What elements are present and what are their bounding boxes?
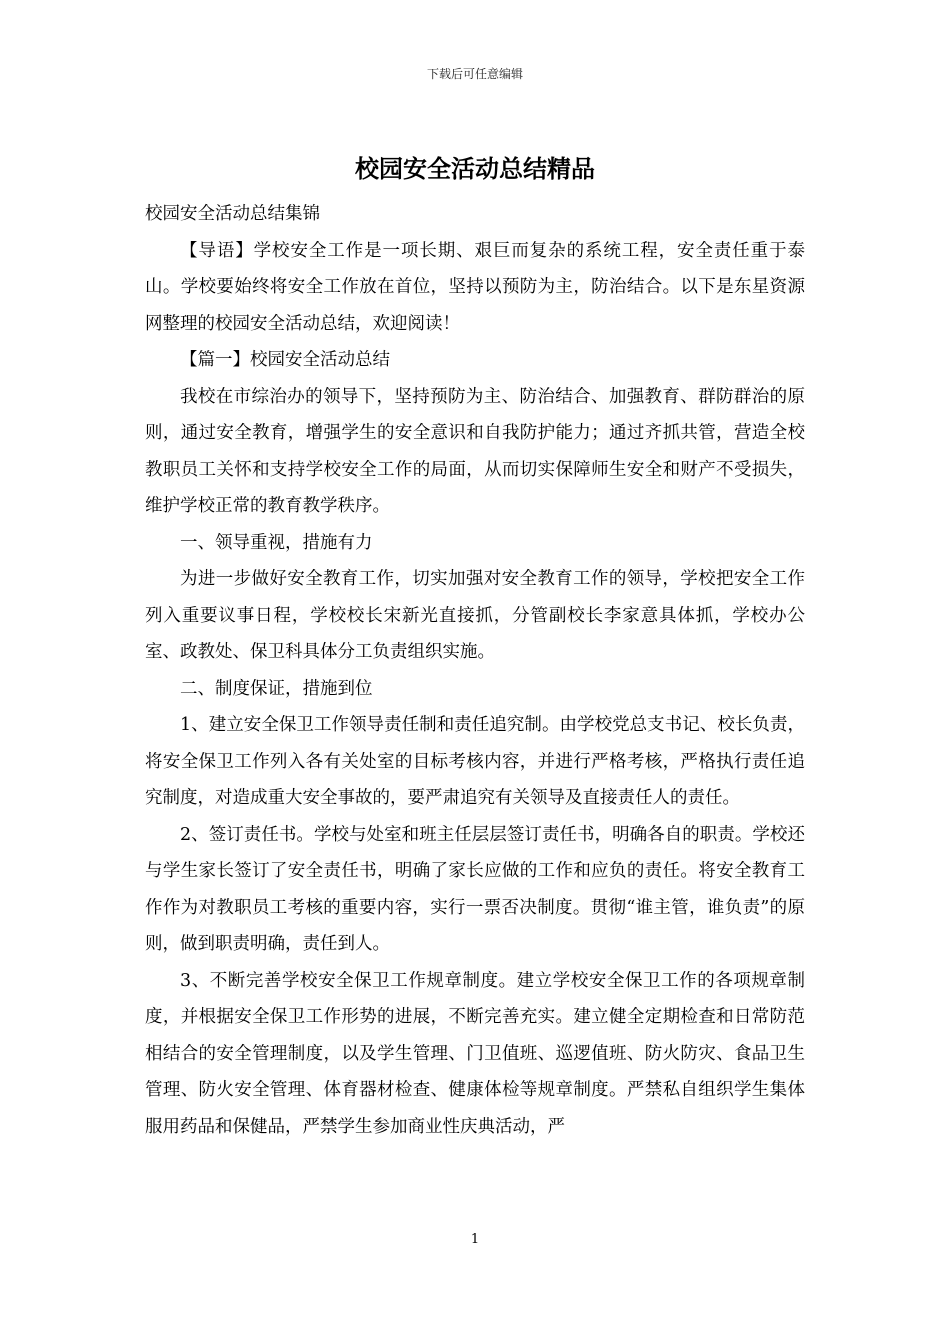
document-body [145, 196, 805, 1145]
section-heading-system: 二、制度保证，措施到位 [180, 678, 373, 699]
paragraph-overview: 我校在市综治办的领导下，坚持预防为主、防治结合、加强教育、群防群治的原则，通过安全教育，增强学生的安全意识和自我防护能力；通过齐抓共管，营造全校教职员工关怀和支持学校安全工作的局面，从而切实保障师生安全和财产不受损失，维护学校正常的教育教学秩序。 [145, 386, 805, 516]
page-title: 校园安全活动总结精品 [355, 154, 595, 183]
section-heading-part-one: 【篇一】校园安全活动总结 [180, 350, 390, 370]
page-number: 1 [470, 1232, 480, 1247]
paragraph-intro: 【导语】学校安全工作是一项长期、艰巨而复杂的系统工程，安全责任重于泰山。学校要始终将安全工作放在首位，坚持以预防为主，防治结合。以下是东星资源网整理的校园安全活动总结，欢迎阅读！ [145, 240, 805, 334]
header-note: 下载后可任意编辑 [426, 67, 523, 81]
paragraph-item-2: 2、签订责任书。学校与处室和班主任层层签订责任书，明确各自的职责。学校还与学生家长签订了安全责任书，明确了家长应做的工作和应负的责任。将安全教育工作作为对教职员工考核的重要内容，实行一票否决制度。贯彻“谁主管，谁负责”的原则，做到职责明确，责任到人。 [145, 824, 805, 954]
section-heading-leadership: 一、领导重视，措施有力 [180, 532, 373, 553]
paragraph-item-1: 1、建立安全保卫工作领导责任制和责任追究制。由学校党总支书记、校长负责，将安全保卫工作列入各有关处室的目标考核内容，并进行严格考核，严格执行责任追究制度，对造成重大安全事故的，要严肃追究有关领导及直接责任人的责任。 [145, 715, 805, 808]
paragraph-item-3: 3、不断完善学校安全保卫工作规章制度。建立学校安全保卫工作的各项规章制度，并根据安全保卫工作形势的进展，不断完善充实。建立健全定期检查和日常防范相结合的安全管理制度，以及学生管理、门卫值班、巡逻值班、防火防灾、食品卫生管理、防火安全管理、体育器材检查、健康体检等规章制度。严禁私自组织学生集体服用药品和保健品，严禁学生参加商业性庆典活动，严 [145, 970, 805, 1137]
document-subtitle: 校园安全活动总结集锦 [145, 204, 320, 224]
paragraph-leadership: 为进一步做好安全教育工作，切实加强对安全教育工作的领导，学校把安全工作列入重要议事日程，学校校长宋新光直接抓，分管副校长李家意具体抓，学校办公室、政教处、保卫科具体分工负责组织实施。 [145, 569, 805, 662]
